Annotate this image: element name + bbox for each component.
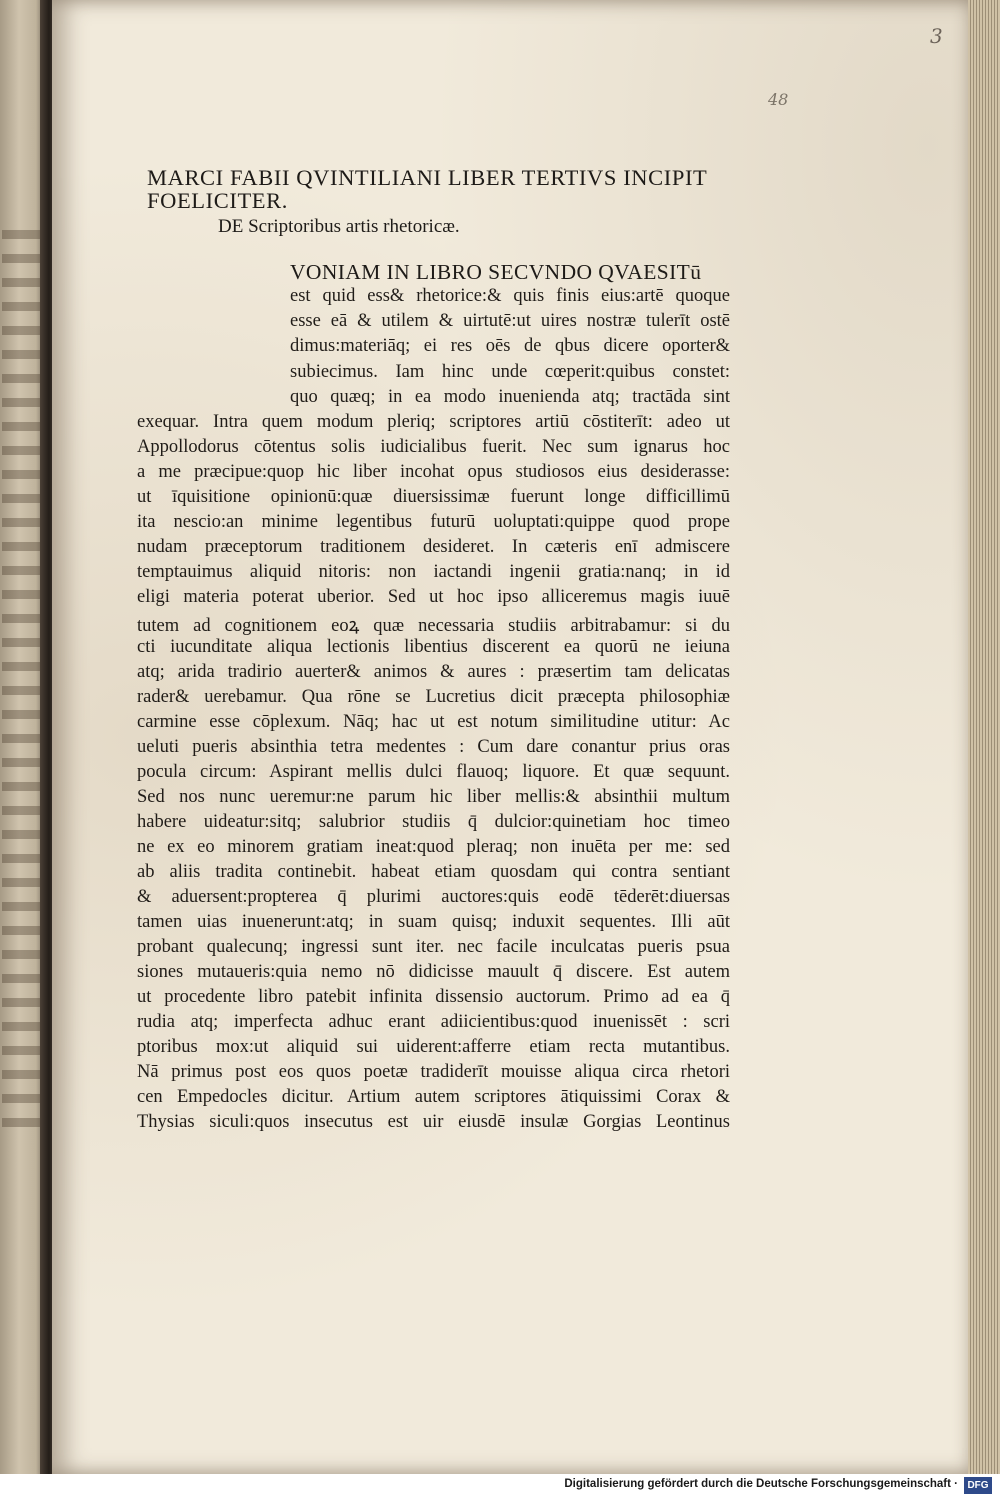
- text-line: ut īquisitione opinionū:quæ diuersissimæ fuerunt longe difficillimū: [137, 487, 730, 507]
- heading-line: FOELICITER.: [147, 188, 288, 213]
- funding-footer: [0, 1474, 1000, 1497]
- text-line: exequar. Intra quem modum pleriq; scriptores artiū cōstiterīt: adeo ut: [137, 412, 730, 432]
- marginal-note: 48: [768, 90, 789, 109]
- heading-line: MARCI FABII QVINTILIANI LIBER TERTIVS INCIPIT: [147, 165, 708, 190]
- text-line: quo quæq; in ea modo inuenienda atq; tractāda sint: [290, 387, 730, 407]
- text-line: cti iucunditate aliqua lectionis libentius discerent ea quorū ne ieiuna: [137, 637, 730, 657]
- text-line: Sed nos nunc ueremur:ne parum hic liber mellis:& absinthii multum: [137, 787, 730, 807]
- text-line: nudam præceptorum traditionem desideret. In cæteris enī admiscere: [137, 537, 730, 557]
- text-line: rudia atq; imperfecta adhuc erant adiicientibus:quod inuenissēt : scri: [137, 1012, 730, 1032]
- text-line: ut procedente libro patebit infinita dissensio auctorum. Primo ad ea q̄: [137, 987, 730, 1007]
- text-line: est quid ess& rhetorice:& quis finis eius:artē quoque: [290, 286, 730, 306]
- text-line: ita nescio:an minime legentibus futurū uoluptati:quippe quod prope: [137, 512, 730, 532]
- text-line: ab aliis tradita continebit. habeat etiam quosdam qui contra sentiant: [137, 862, 730, 882]
- text-line: tamen uias inuenerunt:atq; in suam quisq; induxit sequentes. Illi aūt: [137, 912, 730, 932]
- text-line: subiecimus. Iam hinc unde cœperit:quibus constet:: [290, 362, 730, 382]
- text-line: temptauimus aliquid nitoris: non iactandi ingenii gratia:nanq; in id: [137, 562, 730, 582]
- text-line: rader& uerebamur. Qua rōne se Lucretius dicit præcepta philosophiæ: [137, 687, 730, 707]
- funding-credit: Digitalisierung gefördert durch die Deutsche Forschungsgemeinschaft ·: [564, 1478, 958, 1490]
- text-line: a me præcipue:quop hic liber incohat opus studiosos eius desiderasse:: [137, 462, 730, 482]
- text-line: esse eā & utilem & uirtutē:ut uires nostræ tulerīt ostē: [290, 311, 730, 331]
- text-line: atq; arida tradirio auerter& animos & aures : præsertim tam delicatas: [137, 662, 730, 682]
- text-line: probant qualecunq; ingressi sunt iter. nec facile inculcatas pueris psua: [137, 937, 730, 957]
- folio-number: 3: [930, 24, 943, 48]
- text-line: ueluti pueris absinthia tetra medentes : Cum dare conantur prius oras: [137, 737, 730, 757]
- text-line: cen Empedocles dicitur. Artium autem scriptores ātiquissimi Corax &: [137, 1087, 730, 1107]
- text-line: Appollodorus cōtentus solis iudicialibus fuerit. Nec sum ignarus hoc: [137, 437, 730, 457]
- text-line: ne ex eo minorem gratiam ineat:quod pleraq; non inuēta per me: sed: [137, 837, 730, 857]
- chapter-subheading: DE Scriptoribus artis rhetoricæ.: [218, 216, 460, 237]
- text-line: tutem ad cognitionem eoꝝ quæ necessaria studiis arbitrabamur: si du: [137, 616, 730, 636]
- page-block-edge: [968, 0, 1000, 1474]
- incipit-line: VONIAM IN LIBRO SECVNDO QVAESITū: [290, 260, 702, 284]
- text-line: & aduersent:propterea q̄ plurimi auctores:quis eodē tēderēt:diuersas: [137, 887, 730, 907]
- text-line: ptoribus mox:ut aliquid sui uiderent:afferre etiam recta mutantibus.: [137, 1037, 730, 1057]
- text-line: Thysias siculi:quos insecutus est uir eiusdē insulæ Gorgias Leontinus: [137, 1112, 730, 1132]
- text-line: pocula circum: Aspirant mellis dulci flauoq; liquore. Et quæ sequunt.: [137, 762, 730, 782]
- text-line: siones mutaueris:quia nemo nō didicisse mauult q̄ discere. Est autem: [137, 962, 730, 982]
- dfg-logo: DFG: [964, 1477, 992, 1494]
- chapter-heading: [147, 166, 747, 212]
- text-line: dimus:materiāq; ei res oēs de qbus dicere oporter&: [290, 336, 730, 356]
- text-line: habere uideatur:sitq; salubrior studiis q̄ dulcior:quinetiam hoc timeo: [137, 812, 730, 832]
- text-line: eligi materia poterat uberior. Sed ut hoc ipso alliceremus magis iuuē: [137, 587, 730, 607]
- text-line: carmine esse cōplexum. Nāq; hac ut est notum similitudine utitur: Ac: [137, 712, 730, 732]
- text-line: Nā primus post eos quos poetæ tradiderīt mouisse aliqua circa rhetori: [137, 1062, 730, 1082]
